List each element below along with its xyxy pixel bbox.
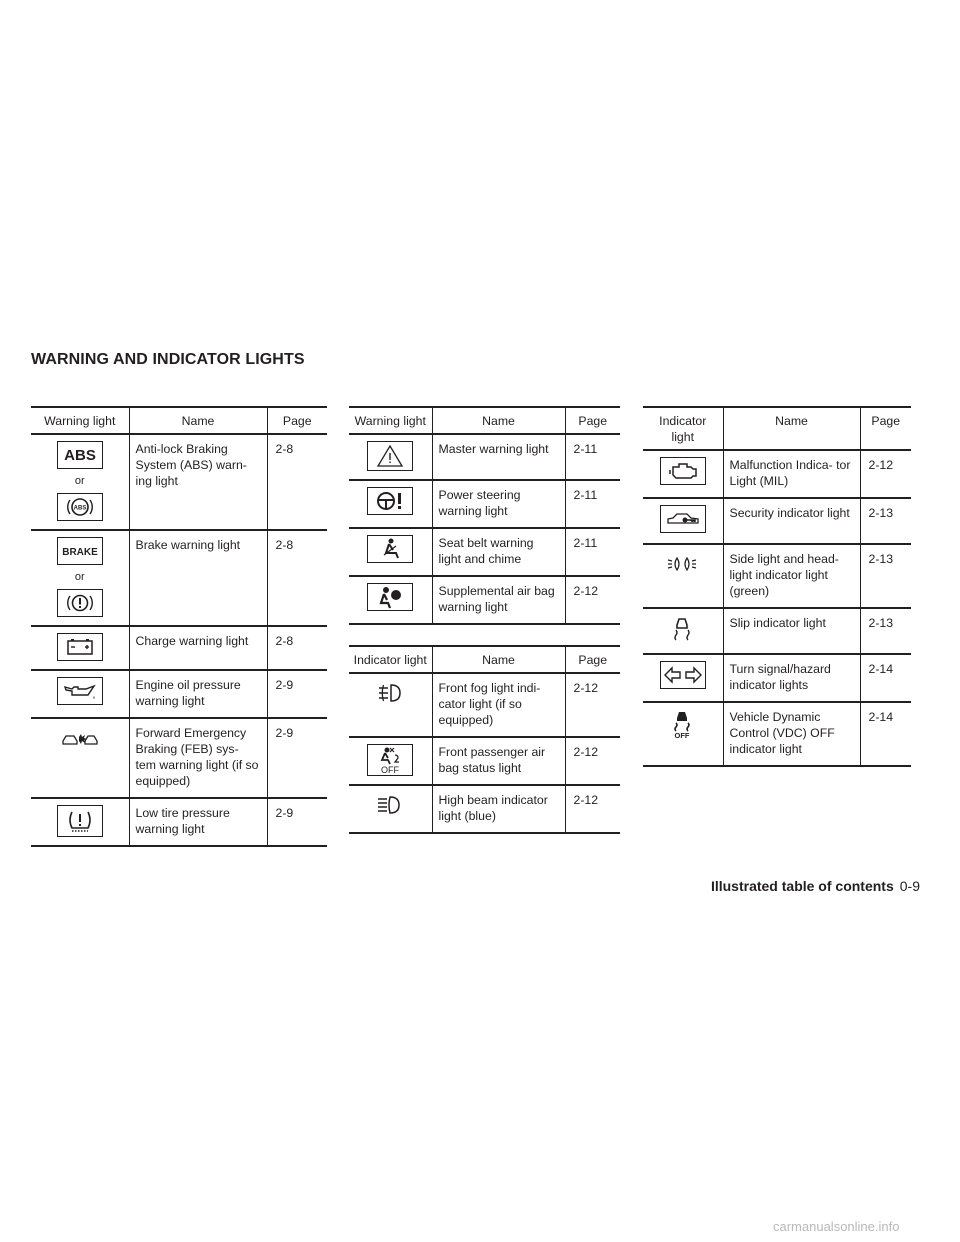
icon-cell (643, 654, 723, 702)
footer-title: Illustrated table of contents (710, 878, 894, 894)
table-row (31, 626, 327, 670)
page-cell: 2-13 (860, 544, 911, 608)
table-row (643, 608, 911, 654)
name-cell: Front passenger air bag status light (432, 737, 565, 785)
table-row (31, 434, 327, 530)
table-row (31, 718, 327, 798)
name-cell: Side light and head- light indicator light (green) (723, 544, 860, 608)
table-row (349, 785, 620, 833)
page-cell: 2-9 (267, 718, 327, 798)
table-row (31, 798, 327, 846)
table-row (31, 670, 327, 718)
page-cell: 2-13 (860, 498, 911, 544)
seatbelt-icon (367, 535, 413, 563)
col-header-name: Name (723, 407, 860, 450)
steering-wheel-icon (367, 487, 413, 515)
indicator-lights-table-3 (349, 645, 620, 834)
indicator-lights-table-4 (643, 406, 911, 767)
airbag-icon (367, 583, 413, 611)
icon-cell (349, 576, 432, 624)
table-row (349, 434, 620, 480)
side-light-icon (660, 551, 706, 579)
page-cell: 2-11 (565, 480, 620, 528)
abs-label: ABS (63, 447, 96, 464)
brake-label: BRAKE (61, 547, 98, 558)
icon-cell (349, 737, 432, 785)
name-cell: Seat belt warning light and chime (432, 528, 565, 576)
abs-circle-icon (57, 493, 103, 521)
page-cell: 2-12 (565, 673, 620, 737)
table-row (31, 530, 327, 626)
page-cell: 2-8 (267, 530, 327, 626)
col-header-indicator-light: Indicator light (349, 646, 432, 673)
page-cell: 2-12 (860, 450, 911, 498)
collision-car-icon (57, 725, 103, 753)
col-header-warning-light: Warning light (349, 407, 432, 434)
watermark: carmanualsonline.info (773, 1219, 900, 1234)
table-row (643, 498, 911, 544)
section-heading: WARNING AND INDICATOR LIGHTS (31, 351, 305, 368)
col-header-page: Page (860, 407, 911, 450)
table-row (643, 654, 911, 702)
table-row (643, 702, 911, 766)
name-cell: Forward Emergency Braking (FEB) sys- tem warning light (if so equipped) (129, 718, 267, 798)
passenger-airbag-off-icon (367, 744, 413, 776)
col-header-name: Name (129, 407, 267, 434)
or-label: or (74, 475, 85, 487)
col-header-indicator-light: Indicator light (643, 407, 723, 450)
col-header-page: Page (565, 407, 620, 434)
name-cell: Front fog light indi- cator light (if so equipped) (432, 673, 565, 737)
page-cell: 2-8 (267, 434, 327, 530)
col-header-page: Page (565, 646, 620, 673)
page-cell: 2-12 (565, 576, 620, 624)
vdc-off-icon (660, 709, 706, 741)
name-cell: Master warning light (432, 434, 565, 480)
battery-icon (57, 633, 103, 661)
icon-cell (349, 673, 432, 737)
vdc-off-label: OFF (674, 731, 690, 739)
page-cell: 2-11 (565, 528, 620, 576)
abs-small-label: ABS (73, 505, 87, 512)
name-cell: Vehicle Dynamic Control (VDC) OFF indicator light (723, 702, 860, 766)
name-cell: Supplemental air bag warning light (432, 576, 565, 624)
warning-lights-table-2 (349, 406, 620, 625)
name-cell: Turn signal/hazard indicator lights (723, 654, 860, 702)
page-cell: 2-11 (565, 434, 620, 480)
icon-cell (31, 798, 129, 846)
name-cell: Low tire pressure warning light (129, 798, 267, 846)
tire-pressure-icon (57, 805, 103, 837)
icon-cell (643, 450, 723, 498)
page-cell: 2-9 (267, 670, 327, 718)
page-cell: 2-12 (565, 785, 620, 833)
table-row (349, 480, 620, 528)
table-row (349, 673, 620, 737)
icon-cell (643, 608, 723, 654)
table-row (643, 450, 911, 498)
icon-cell (31, 434, 129, 530)
name-cell: Power steering warning light (432, 480, 565, 528)
footer-page-number: 0-9 (899, 878, 920, 894)
name-cell: High beam indicator light (blue) (432, 785, 565, 833)
high-beam-icon (367, 792, 413, 820)
page-cell: 2-8 (267, 626, 327, 670)
icon-cell (643, 702, 723, 766)
warning-triangle-icon (367, 441, 413, 471)
col-header-name: Name (432, 407, 565, 434)
name-cell: Slip indicator light (723, 608, 860, 654)
page-footer (711, 878, 920, 894)
col-header-name: Name (432, 646, 565, 673)
icon-cell (643, 498, 723, 544)
icon-cell (31, 718, 129, 798)
icon-cell (349, 785, 432, 833)
name-cell: Anti-lock Braking System (ABS) warn- ing light (129, 434, 267, 530)
page-cell: 2-9 (267, 798, 327, 846)
icon-cell (349, 528, 432, 576)
abs-text-icon (57, 441, 103, 469)
col-header-page: Page (267, 407, 327, 434)
table-row (349, 576, 620, 624)
page-cell: 2-14 (860, 702, 911, 766)
brake-circle-icon (57, 589, 103, 617)
name-cell: Security indicator light (723, 498, 860, 544)
turn-signal-arrows-icon (660, 661, 706, 689)
or-label: or (74, 571, 85, 583)
security-car-key-icon (660, 505, 706, 533)
name-cell: Charge warning light (129, 626, 267, 670)
icon-cell (643, 544, 723, 608)
passenger-airbag-off-label: OFF (381, 765, 400, 775)
icon-cell (349, 434, 432, 480)
icon-cell (31, 626, 129, 670)
icon-cell (31, 530, 129, 626)
engine-icon (660, 457, 706, 485)
fog-light-icon (367, 680, 413, 708)
name-cell: Malfunction Indica- tor Light (MIL) (723, 450, 860, 498)
icon-cell (349, 480, 432, 528)
page-cell: 2-13 (860, 608, 911, 654)
page-cell: 2-14 (860, 654, 911, 702)
name-cell: Brake warning light (129, 530, 267, 626)
table-row (349, 528, 620, 576)
slip-car-icon (660, 615, 706, 643)
brake-text-icon (57, 537, 103, 565)
warning-lights-table-1 (31, 406, 327, 847)
page-cell: 2-12 (565, 737, 620, 785)
icon-cell (31, 670, 129, 718)
col-header-warning-light: Warning light (31, 407, 129, 434)
oil-can-icon (57, 677, 103, 705)
name-cell: Engine oil pressure warning light (129, 670, 267, 718)
table-row (643, 544, 911, 608)
table-row (349, 737, 620, 785)
